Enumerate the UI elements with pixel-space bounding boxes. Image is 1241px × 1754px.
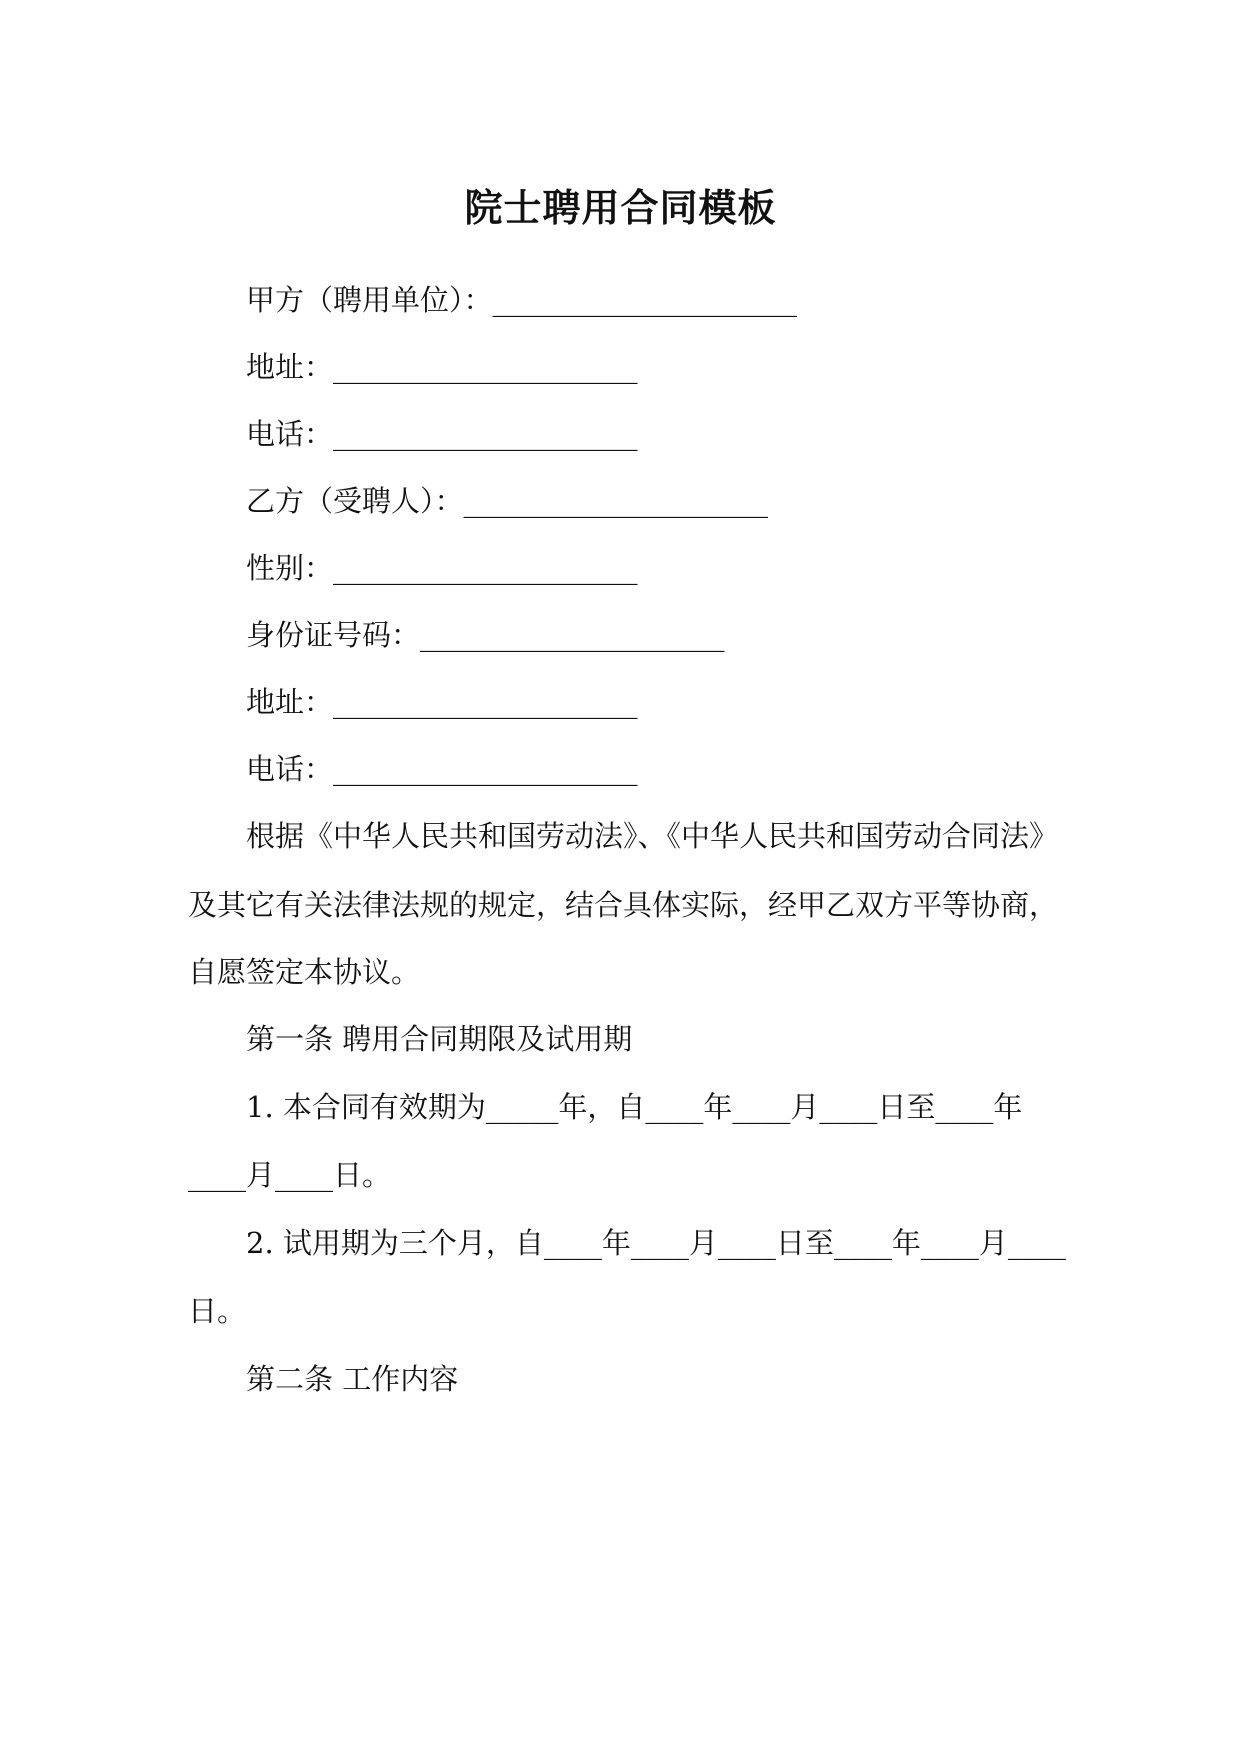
id-number-field: 身份证号码：_____________________ <box>246 618 725 652</box>
article-2-heading: 第二条 工作内容 <box>246 1362 459 1396</box>
party-a-address-field: 地址：_____________________ <box>246 350 638 384</box>
preamble-line-1: 根据《中华人民共和国劳动法》、《中华人民共和国劳动合同法》 <box>246 819 1059 853</box>
party-b-address-field: 地址：_____________________ <box>246 685 638 719</box>
gender-field: 性别：_____________________ <box>246 551 638 585</box>
document-title: 院士聘用合同模板 <box>464 185 777 230</box>
preamble-line-3: 自愿签定本协议。 <box>188 955 421 989</box>
party-a-field: 甲方（聘用单位）：_____________________ <box>246 283 798 317</box>
party-b-field: 乙方（受聘人）：_____________________ <box>246 484 769 518</box>
article-1-item-1-line-2: ____月____日。 <box>188 1158 392 1192</box>
article-1-item-1-line-1: 1. 本合同有效期为_____年，自____年____月____日至____年 <box>246 1090 1023 1124</box>
preamble-line-2: 及其它有关法律法规的规定，结合具体实际，经甲乙双方平等协商， <box>188 888 1059 922</box>
article-1-heading: 第一条 聘用合同期限及试用期 <box>246 1022 633 1056</box>
party-a-phone-field: 电话：_____________________ <box>246 417 638 451</box>
article-1-item-2-line-2: 日。 <box>188 1294 247 1328</box>
article-1-item-2-line-1: 2. 试用期为三个月，自____年____月____日至____年____月____ <box>246 1226 1066 1260</box>
party-b-phone-field: 电话：_____________________ <box>246 752 638 786</box>
